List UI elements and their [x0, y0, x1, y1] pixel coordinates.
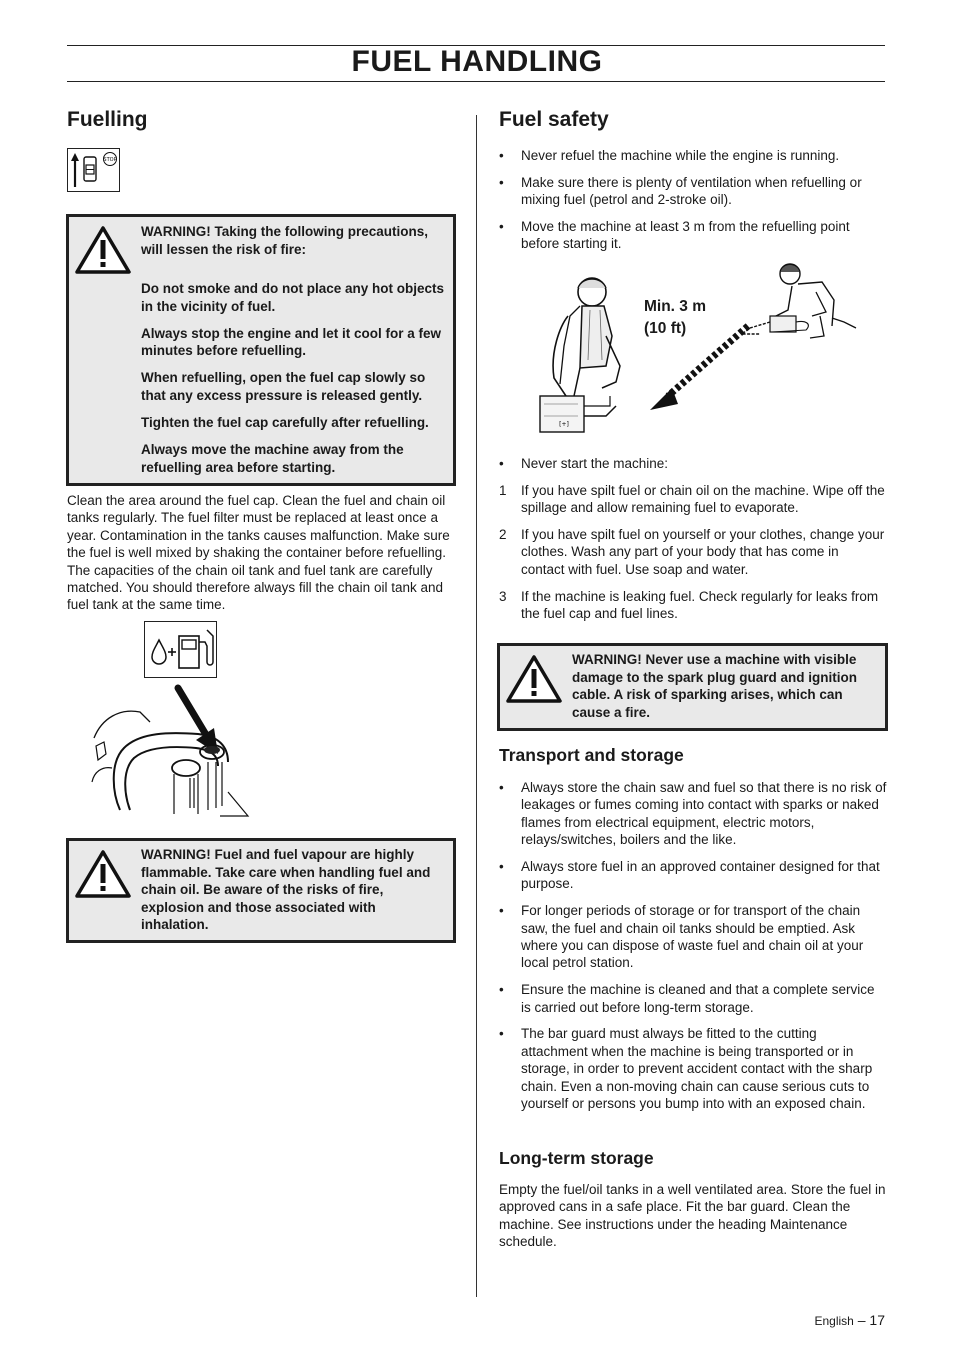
- column-divider: [476, 115, 477, 1297]
- oil-fuel-pump-icon: [144, 621, 217, 678]
- engine-stop-icon: [67, 148, 120, 192]
- warning-text: WARNING! Never use a machine with visible damage to the spark plug guard and ignition cable. A risk of sparking arises, which can cause a fire.: [572, 652, 858, 720]
- warning-box-fire-precautions: [66, 214, 456, 486]
- list-item: • For longer periods of storage or for transport of the chain saw, the fuel and chain oil tanks should be emptied. Ask where you can dispose of waste fuel and chain oil at your local petrol station.: [499, 903, 864, 971]
- warning-text: WARNING! Taking the following precautions, will lessen the risk of fire:: [141, 224, 429, 257]
- footer-language: English: [814, 1314, 854, 1328]
- fuel-safety-list: [499, 147, 885, 253]
- list-item: • The bar guard must always be fitted to the cutting attachment when the machine is being transported or in storage, in order to prevent accident contact with the sharp chain. Even a non-moving chain can cause serious cuts to yourself or persons you bump into with an exposed chain.: [499, 1026, 873, 1112]
- distance-label: [644, 296, 706, 339]
- page-footer: [815, 1312, 886, 1328]
- refuelling-distance-illustration: [520, 256, 865, 446]
- chainsaw-fuel-cap-illustration: [90, 682, 250, 820]
- page-title: FUEL HANDLING: [351, 45, 603, 78]
- list-item: • Always store the chain saw and fuel so that there is no risk of leakages or fumes coming into contact with sparks or naked flames from electrical equipment, electric motors, relays/switches, boilers and the like.: [499, 780, 887, 848]
- list-item: 1 If you have spilt fuel or chain oil on the machine. Wipe off the spillage and allow remaining fuel to evaporate.: [499, 482, 885, 516]
- warning-triangle-icon: [74, 848, 132, 900]
- warning-triangle-icon: [505, 653, 563, 705]
- warning-text: Always move the machine away from the refuelling area before starting.: [141, 441, 404, 475]
- svg-text:[+]: [+]: [559, 421, 569, 428]
- never-start-list: [499, 455, 885, 622]
- warning-triangle-icon: [74, 224, 132, 276]
- warning-box-spark-plug: [497, 643, 888, 731]
- list-item: 2 If you have spilt fuel on yourself or your clothes, change your clothes. Wash any part of your body that has come in contact with fuel. Use soap and water.: [499, 527, 885, 577]
- page-number: – 17: [857, 1312, 885, 1328]
- list-item: • Never start the machine:: [499, 456, 669, 471]
- warning-text: When refuelling, open the fuel cap slowly so that any excess pressure is released gently.: [141, 370, 426, 403]
- transport-heading: Transport and storage: [499, 745, 684, 765]
- long-term-heading: Long-term storage: [499, 1148, 654, 1168]
- warning-text: WARNING! Fuel and fuel vapour are highly flammable. Take care when handling fuel and chain oil. Be aware of the risks of fire, explosion and those associated with inhalation.: [141, 847, 431, 933]
- transport-list: [499, 779, 887, 1112]
- fuel-safety-heading: Fuel safety: [499, 108, 609, 131]
- distance-label-metric: Min. 3 m: [644, 298, 707, 315]
- long-term-body-text: Empty the fuel/oil tanks in a well ventilated area. Store the fuel in approved cans in a safe place. Fit the bar guard. Clean the machine. See instructions under the heading Maintenance schedule.: [499, 1182, 886, 1250]
- fuelling-body-text: Clean the area around the fuel cap. Clean the fuel and chain oil tanks regularly. The fuel filter must be replaced at least once a year. Contamination in the tanks causes malfunction. Make sure the fuel is well mixed by shaking the container before refuelling. The capacities of the chain oil tank and fuel tank are carefully matched. You should therefore always fill the chain oil tank and fuel tank at the same time.: [67, 493, 450, 613]
- warning-text: Tighten the fuel cap carefully after refuelling.: [141, 414, 429, 430]
- warning-box-flammable: [66, 838, 456, 943]
- warning-text: Do not smoke and do not place any hot objects in the vicinity of fuel.: [141, 281, 445, 314]
- list-item: • Never refuel the machine while the engine is running.: [499, 148, 840, 163]
- distance-label-imperial: (10 ft): [644, 319, 687, 337]
- fuelling-heading: Fuelling: [67, 108, 148, 131]
- header-rule-bottom: [67, 81, 885, 82]
- list-item: 3 If the machine is leaking fuel. Check regularly for leaks from the fuel cap and fuel lines.: [499, 588, 879, 622]
- list-item: • Always store fuel in an approved container designed for that purpose.: [499, 859, 880, 892]
- list-item: • Move the machine at least 3 m from the refuelling point before starting it.: [499, 219, 850, 252]
- list-item: • Make sure there is plenty of ventilation when refuelling or mixing fuel (petrol and 2-stroke oil).: [499, 174, 862, 208]
- list-item: • Ensure the machine is cleaned and that a complete service is carried out before long-term storage.: [499, 982, 875, 1015]
- warning-text: Always stop the engine and let it cool for a few minutes before refuelling.: [141, 325, 442, 359]
- svg-text:STOP: STOP: [103, 157, 117, 163]
